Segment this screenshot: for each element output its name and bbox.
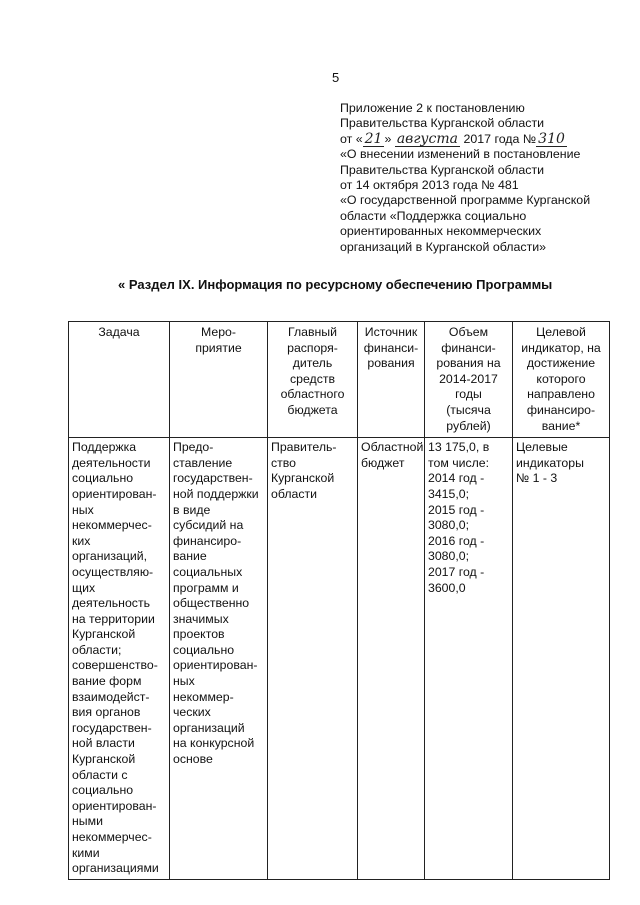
handwritten-month: августа bbox=[396, 130, 458, 147]
resource-table bbox=[68, 321, 610, 880]
cell-line: 3415,0; bbox=[428, 486, 470, 501]
cell-line: ных bbox=[173, 674, 195, 689]
cell-line: ческих bbox=[173, 705, 211, 720]
cell-line: 3080,0; bbox=[428, 549, 470, 564]
cell-line: ориентирован- bbox=[72, 798, 157, 813]
cell-line: индикаторы bbox=[516, 455, 584, 470]
appendix-line-2: Правительства Курганской области bbox=[340, 116, 545, 131]
date-prefix: от « bbox=[340, 131, 363, 146]
section-title: « Раздел IX. Информация по ресурсному обеспечению Программы bbox=[118, 277, 553, 292]
cell-line: вия органов bbox=[72, 705, 141, 720]
cell-line: Целевой bbox=[536, 325, 586, 339]
header-task bbox=[69, 322, 170, 438]
cell-line: направлено bbox=[527, 387, 595, 402]
cell-line: финанси- bbox=[363, 340, 419, 355]
cell-line: Меро- bbox=[201, 325, 236, 339]
table-row bbox=[69, 438, 610, 880]
cell-line: 3600,0 bbox=[428, 580, 466, 595]
cell-target-indicator bbox=[513, 438, 610, 880]
cell-line: Целевые bbox=[516, 440, 568, 455]
cell-line: вание форм bbox=[72, 674, 142, 689]
cell-line: осуществляю- bbox=[72, 564, 154, 579]
cell-line: некоммерчес- bbox=[72, 518, 152, 533]
cell-line: социально bbox=[173, 642, 235, 657]
cell-line: области с bbox=[72, 767, 128, 782]
cell-line: ных bbox=[72, 502, 94, 517]
handwritten-day: 21 bbox=[364, 130, 383, 147]
cell-line: деятельности bbox=[72, 455, 151, 470]
cell-line: на конкурсной bbox=[173, 736, 255, 751]
appendix-date-line bbox=[340, 132, 590, 147]
appendix-title-line: «О государственной программе Курганской bbox=[340, 193, 591, 208]
cell-line: рублей) bbox=[446, 418, 491, 433]
cell-line: индикатор, на bbox=[521, 340, 601, 355]
cell-line: социальных bbox=[173, 564, 243, 579]
cell-line: 2014-2017 bbox=[439, 371, 498, 386]
cell-line: Поддержка bbox=[72, 440, 137, 455]
cell-line: бюджета bbox=[287, 402, 338, 417]
cell-line: организациями bbox=[72, 861, 159, 876]
cell-funding-source bbox=[358, 438, 425, 880]
cell-line: ной власти bbox=[72, 736, 135, 751]
appendix-title-lines bbox=[340, 147, 590, 255]
cell-line: ство bbox=[271, 455, 297, 470]
appendix-header bbox=[340, 101, 590, 255]
cell-line: 2015 год - bbox=[428, 502, 485, 517]
cell-line: субсидий на bbox=[173, 518, 244, 533]
cell-line: проектов bbox=[173, 627, 225, 642]
cell-line: общественно bbox=[173, 596, 250, 611]
cell-line: ких bbox=[72, 533, 91, 548]
cell-line: Правитель- bbox=[271, 440, 337, 455]
cell-line: области; bbox=[72, 642, 122, 657]
cell-line: Предо- bbox=[173, 440, 214, 455]
cell-line: организаций, bbox=[72, 549, 148, 564]
cell-line: средств bbox=[289, 371, 336, 386]
date-mid: » bbox=[384, 131, 392, 146]
cell-activity bbox=[170, 438, 268, 880]
cell-line: областного bbox=[280, 387, 345, 402]
cell-line: Курганской bbox=[271, 471, 335, 486]
cell-line: основе bbox=[173, 752, 213, 767]
cell-line: 2017 год - bbox=[428, 564, 485, 579]
cell-line: социально bbox=[72, 471, 134, 486]
cell-line: дитель bbox=[292, 356, 333, 371]
cell-line: ной поддержки bbox=[173, 486, 259, 501]
cell-line: ставление bbox=[173, 455, 233, 470]
cell-funding-volume bbox=[425, 438, 513, 880]
cell-line: ориентирован- bbox=[72, 486, 157, 501]
cell-line: Главный bbox=[287, 325, 337, 339]
cell-line: Курганской bbox=[72, 752, 136, 767]
date-year: 2017 года № bbox=[463, 131, 537, 146]
cell-line: финансиро- bbox=[526, 402, 596, 417]
cell-line: государствен- bbox=[173, 471, 253, 486]
cell-line: приятие bbox=[195, 340, 242, 355]
table-header-row bbox=[69, 322, 610, 438]
cell-line: Объем bbox=[448, 325, 489, 339]
cell-line: финанси- bbox=[441, 340, 496, 355]
cell-line: вание* bbox=[541, 418, 581, 433]
cell-line: финансиро- bbox=[173, 533, 242, 548]
cell-line: достижение bbox=[526, 356, 596, 371]
cell-line: 3080,0; bbox=[428, 518, 470, 533]
cell-line: значимых bbox=[173, 611, 229, 626]
cell-line: некоммер- bbox=[173, 689, 234, 704]
cell-line: № 1 - 3 bbox=[516, 471, 558, 486]
cell-line: взаимодейст- bbox=[72, 689, 150, 704]
appendix-title-line: «О внесении изменений в постановление bbox=[340, 147, 581, 162]
cell-line: социально bbox=[72, 783, 134, 798]
cell-line: Задача bbox=[98, 325, 140, 339]
cell-line: в виде bbox=[173, 502, 211, 517]
appendix-title-line: организаций в Курганской области» bbox=[340, 239, 547, 254]
appendix-title-line: Правительства Курганской области bbox=[340, 162, 545, 177]
cell-line: деятельность bbox=[72, 596, 150, 611]
cell-line: щих bbox=[72, 580, 96, 595]
cell-line: рования на bbox=[436, 356, 501, 371]
cell-line: совершенство- bbox=[72, 658, 158, 673]
cell-line: 2016 год - bbox=[428, 533, 485, 548]
appendix-title-line: ориентированных некоммерческих bbox=[340, 224, 542, 239]
cell-line: распоря- bbox=[287, 340, 338, 355]
cell-line: том числе: bbox=[428, 455, 490, 470]
header-funding-source bbox=[358, 322, 425, 438]
cell-line: программ и bbox=[173, 580, 239, 595]
appendix-title-line: области «Поддержка социально bbox=[340, 208, 527, 223]
cell-line: (тысяча bbox=[446, 402, 491, 417]
cell-line: области bbox=[271, 486, 317, 501]
appendix-title-line: от 14 октября 2013 года № 481 bbox=[340, 178, 519, 193]
cell-line: ными bbox=[72, 814, 103, 829]
cell-line: годы bbox=[455, 387, 482, 402]
cell-line: кими bbox=[72, 845, 100, 860]
handwritten-number: 310 bbox=[538, 130, 565, 147]
cell-line: вание bbox=[173, 549, 207, 564]
appendix-line-1: Приложение 2 к постановлению bbox=[340, 101, 525, 115]
cell-line: которого bbox=[536, 371, 586, 386]
cell-line: ориентирован- bbox=[173, 658, 258, 673]
cell-line: 13 175,0, в bbox=[428, 440, 490, 455]
cell-line: организаций bbox=[173, 720, 245, 735]
header-funding-volume bbox=[425, 322, 513, 438]
cell-line: государствен- bbox=[72, 720, 152, 735]
header-target-indicator bbox=[513, 322, 610, 438]
header-budget-manager bbox=[268, 322, 358, 438]
cell-task bbox=[69, 438, 170, 880]
header-activity bbox=[170, 322, 268, 438]
cell-line: Источник bbox=[364, 325, 418, 339]
cell-line: бюджет bbox=[361, 455, 405, 470]
cell-line: Курганской bbox=[72, 627, 136, 642]
cell-line: на территории bbox=[72, 611, 155, 626]
cell-line: 2014 год - bbox=[428, 471, 485, 486]
cell-budget-manager bbox=[268, 438, 358, 880]
page-number: 5 bbox=[332, 70, 340, 85]
cell-line: рования bbox=[367, 356, 415, 371]
cell-line: некоммерчес- bbox=[72, 830, 152, 844]
cell-line: Областной bbox=[361, 440, 424, 455]
